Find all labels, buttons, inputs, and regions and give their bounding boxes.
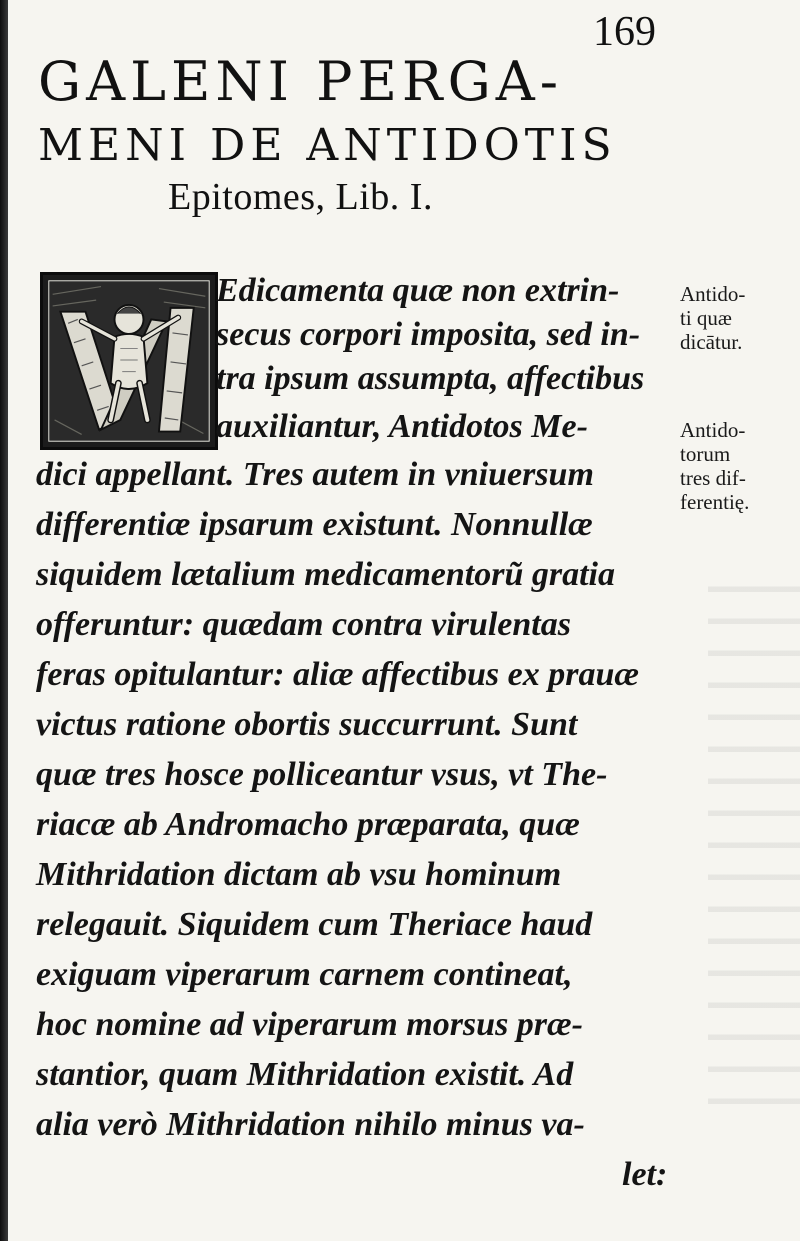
text-line: auxiliantur, Antidotos Me-: [216, 408, 588, 445]
text-line: offeruntur: quædam contra virulentas: [36, 606, 571, 643]
drop-cap-illustration: [43, 275, 215, 447]
text-line: exiguam viperarum carnem contineat,: [36, 956, 573, 993]
title-line-2: MENI DE ANTIDOTIS: [38, 120, 617, 171]
text-line: victus ratione obortis succurrunt. Sunt: [36, 706, 578, 743]
text-line: quæ tres hosce polliceantur vsus, vt The-: [36, 756, 608, 793]
margin-note-line: ferentię.: [680, 490, 750, 514]
page-edge: [0, 0, 8, 1241]
text-line: alia verò Mithridation nihilo minus va-: [36, 1106, 585, 1143]
text-line: feras opitulantur: aliæ affectibus ex prauæ: [36, 656, 639, 693]
margin-note: [680, 418, 800, 514]
show-through-bleed: [708, 560, 800, 1120]
margin-note-line: Antido-: [680, 282, 746, 306]
text-line: differentiæ ipsarum existunt. Nonnullæ: [36, 506, 593, 543]
margin-note: [680, 282, 800, 354]
margin-note-line: tres dif-: [680, 466, 746, 490]
text-line: hoc nomine ad viperarum morsus præ-: [36, 1006, 583, 1043]
book-page: [8, 0, 800, 1241]
page-number: 169: [593, 9, 656, 55]
text-line: siquidem lætalium medicamentorũ gratia: [36, 556, 615, 593]
drop-cap-woodcut: [40, 272, 218, 450]
margin-note-line: torum: [680, 442, 731, 466]
text-line: let:: [622, 1156, 668, 1193]
margin-note-line: dicātur.: [680, 330, 743, 354]
text-line: Edicamenta quæ non extrin-: [216, 272, 620, 309]
text-line: relegauit. Siquidem cum Theriace haud: [36, 906, 593, 943]
text-line: dici appellant. Tres autem in vniuersum: [36, 456, 594, 493]
text-line: riacæ ab Andromacho præparata, quæ: [36, 806, 580, 843]
title-line-3: Epitomes, Lib. I.: [168, 176, 433, 218]
text-line: tra ipsum assumpta, affectibus: [216, 360, 645, 397]
margin-note-line: Antido-: [680, 418, 746, 442]
text-line: Mithridation dictam ab vsu hominum: [36, 856, 562, 893]
margin-note-line: ti quæ: [680, 306, 732, 330]
title-line-1: GALENI PERGA-: [38, 50, 563, 113]
text-line: secus corpori imposita, sed in-: [216, 316, 641, 353]
text-line: stantior, quam Mithridation existit. Ad: [36, 1056, 574, 1093]
